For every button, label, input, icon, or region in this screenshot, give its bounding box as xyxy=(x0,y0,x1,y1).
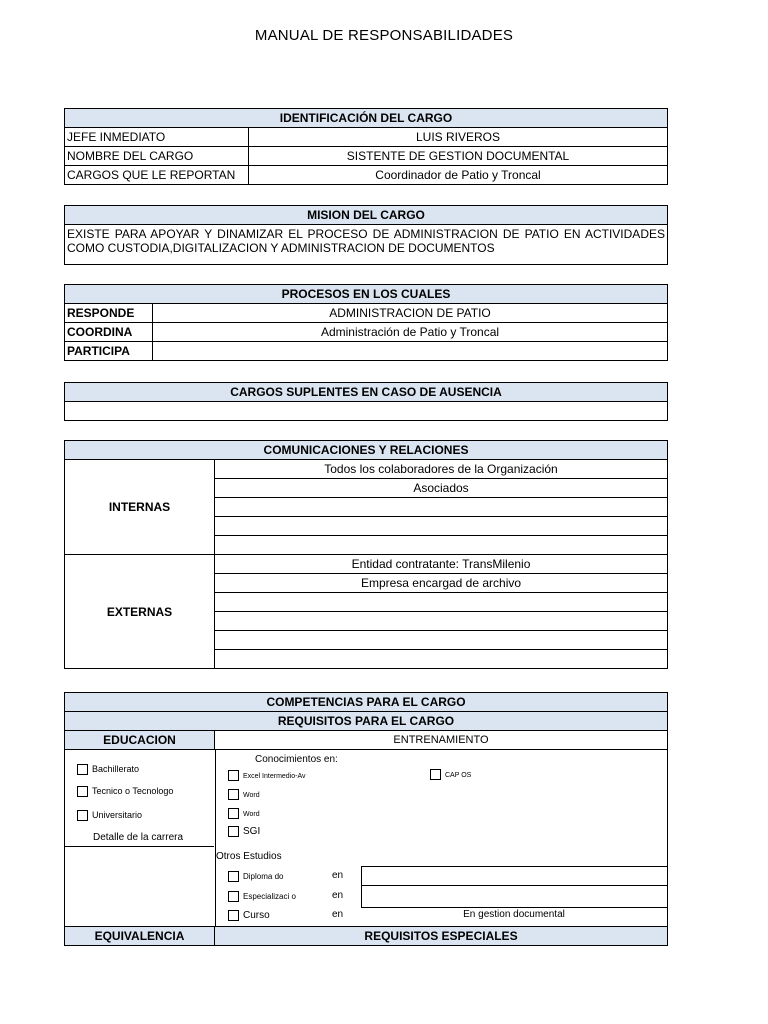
externa-item[interactable] xyxy=(215,631,668,650)
otro-estudio-detalle[interactable]: En gestion documental xyxy=(463,909,565,920)
checkbox-icon[interactable] xyxy=(228,910,239,921)
otro-estudio-option[interactable]: Especializaci o xyxy=(228,890,296,903)
table-row xyxy=(65,128,668,147)
participa-value[interactable] xyxy=(153,342,668,361)
checkbox-icon[interactable] xyxy=(228,808,239,819)
externa-item[interactable]: Empresa encargad de archivo xyxy=(215,574,668,593)
procesos-section xyxy=(64,284,668,361)
document-title: MANUAL DE RESPONSABILIDADES xyxy=(254,27,514,44)
externa-item[interactable] xyxy=(215,593,668,612)
competencias-footer-table xyxy=(64,926,668,946)
comunicaciones-header: COMUNICACIONES Y RELACIONES xyxy=(65,441,668,460)
detalle-carrera-label: Detalle de la carrera xyxy=(93,832,184,843)
checkbox-icon[interactable] xyxy=(228,826,239,837)
coordina-label: COORDINA xyxy=(65,323,153,342)
suplentes-header: CARGOS SUPLENTES EN CASO DE AUSENCIA xyxy=(65,383,668,402)
table-row xyxy=(65,147,668,166)
coordina-value[interactable]: Administración de Patio y Troncal xyxy=(153,323,668,342)
interna-item[interactable] xyxy=(215,498,668,517)
requisitos-header: REQUISITOS PARA EL CARGO xyxy=(65,712,668,731)
interna-item[interactable]: Asociados xyxy=(215,479,668,498)
checkbox-icon[interactable] xyxy=(430,769,441,780)
equivalencia-label: EQUIVALENCIA xyxy=(65,927,215,946)
comunicaciones-table xyxy=(64,440,668,669)
checkbox-icon[interactable] xyxy=(228,891,239,902)
competencias-header-table xyxy=(64,692,668,750)
otros-estudios-label: Otros Estudios xyxy=(216,851,282,862)
procesos-header: PROCESOS EN LOS CUALES xyxy=(65,285,668,304)
entrenamiento-header: ENTRENAMIENTO xyxy=(215,731,668,750)
otro-estudio-option[interactable]: Diploma do xyxy=(228,870,283,883)
conocimientos-label: Conocimientos en: xyxy=(255,754,338,765)
suplentes-value[interactable] xyxy=(65,402,668,421)
jefe-inmediato-label: JEFE INMEDIATO xyxy=(65,128,249,147)
nombre-cargo-label: NOMBRE DEL CARGO xyxy=(65,147,249,166)
mision-table xyxy=(64,205,668,265)
identificacion-table xyxy=(64,108,668,185)
participa-label: PARTICIPA xyxy=(65,342,153,361)
checkbox-icon[interactable] xyxy=(228,770,239,781)
nombre-cargo-value[interactable]: SISTENTE DE GESTION DOCUMENTAL xyxy=(249,147,668,166)
externa-item[interactable]: Entidad contratante: TransMilenio xyxy=(215,555,668,574)
educacion-option[interactable]: Tecnico o Tecnologo xyxy=(77,785,173,797)
comunicaciones-section xyxy=(64,440,668,669)
checkbox-icon[interactable] xyxy=(77,786,88,797)
conocimiento-option[interactable]: Word xyxy=(228,807,260,821)
cargos-reportan-label: CARGOS QUE LE REPORTAN xyxy=(65,166,249,185)
checkbox-icon[interactable] xyxy=(77,810,88,821)
otro-estudio-en: en xyxy=(332,909,344,920)
conocimiento-option[interactable]: Excel Intermedio-Av xyxy=(228,769,306,783)
educacion-divider xyxy=(64,846,214,847)
suplentes-section xyxy=(64,382,668,421)
externa-item[interactable] xyxy=(215,612,668,631)
identificacion-header: IDENTIFICACIÓN DEL CARGO xyxy=(65,109,668,128)
otro-estudio-en: en xyxy=(332,870,344,881)
cargos-reportan-value[interactable]: Coordinador de Patio y Troncal xyxy=(249,166,668,185)
competencias-section xyxy=(64,692,668,949)
educacion-option[interactable]: Universitario xyxy=(77,809,142,821)
table-row xyxy=(65,304,668,323)
otro-estudio-en: en xyxy=(332,890,344,901)
conocimiento-option[interactable]: Word xyxy=(228,788,260,802)
suplentes-table xyxy=(64,382,668,421)
interna-item[interactable]: Todos los colaboradores de la Organización xyxy=(215,460,668,479)
checkbox-icon[interactable] xyxy=(228,789,239,800)
responde-value[interactable]: ADMINISTRACION DE PATIO xyxy=(153,304,668,323)
checkbox-icon[interactable] xyxy=(77,764,88,775)
table-row xyxy=(65,342,668,361)
jefe-inmediato-value[interactable]: LUIS RIVEROS xyxy=(249,128,668,147)
otros-estudios-detalle-box xyxy=(361,866,668,908)
educacion-option[interactable]: Bachillerato xyxy=(77,763,139,775)
conocimiento-option-right[interactable]: CAP OS xyxy=(430,768,471,782)
externas-label: EXTERNAS xyxy=(65,555,215,669)
requisitos-especiales-label: REQUISITOS ESPECIALES xyxy=(215,927,668,946)
educacion-header: EDUCACION xyxy=(65,731,215,750)
competencias-header: COMPETENCIAS PARA EL CARGO xyxy=(65,693,668,712)
internas-label: INTERNAS xyxy=(65,460,215,555)
interna-item[interactable] xyxy=(215,536,668,555)
conocimiento-option[interactable]: SGI xyxy=(228,825,260,838)
interna-item[interactable] xyxy=(215,517,668,536)
responde-label: RESPONDE xyxy=(65,304,153,323)
procesos-table xyxy=(64,284,668,361)
competencias-footer xyxy=(64,926,668,946)
checkbox-icon[interactable] xyxy=(228,871,239,882)
mision-text[interactable]: EXISTE PARA APOYAR Y DINAMIZAR EL PROCESO DE ADMINISTRACION DE PATIO EN ACTIVIDADES COMO CUSTODIA,DIGITALIZACION Y ADMINISTRACION DE DOCUMENTOS xyxy=(65,225,668,265)
table-row xyxy=(65,166,668,185)
mision-section xyxy=(64,205,668,265)
identificacion-section xyxy=(64,108,668,185)
otros-estudios-divider xyxy=(361,885,667,886)
table-row xyxy=(65,323,668,342)
mision-header: MISION DEL CARGO xyxy=(65,206,668,225)
externa-item-blank[interactable] xyxy=(215,650,668,669)
otro-estudio-option[interactable]: Curso xyxy=(228,909,270,922)
